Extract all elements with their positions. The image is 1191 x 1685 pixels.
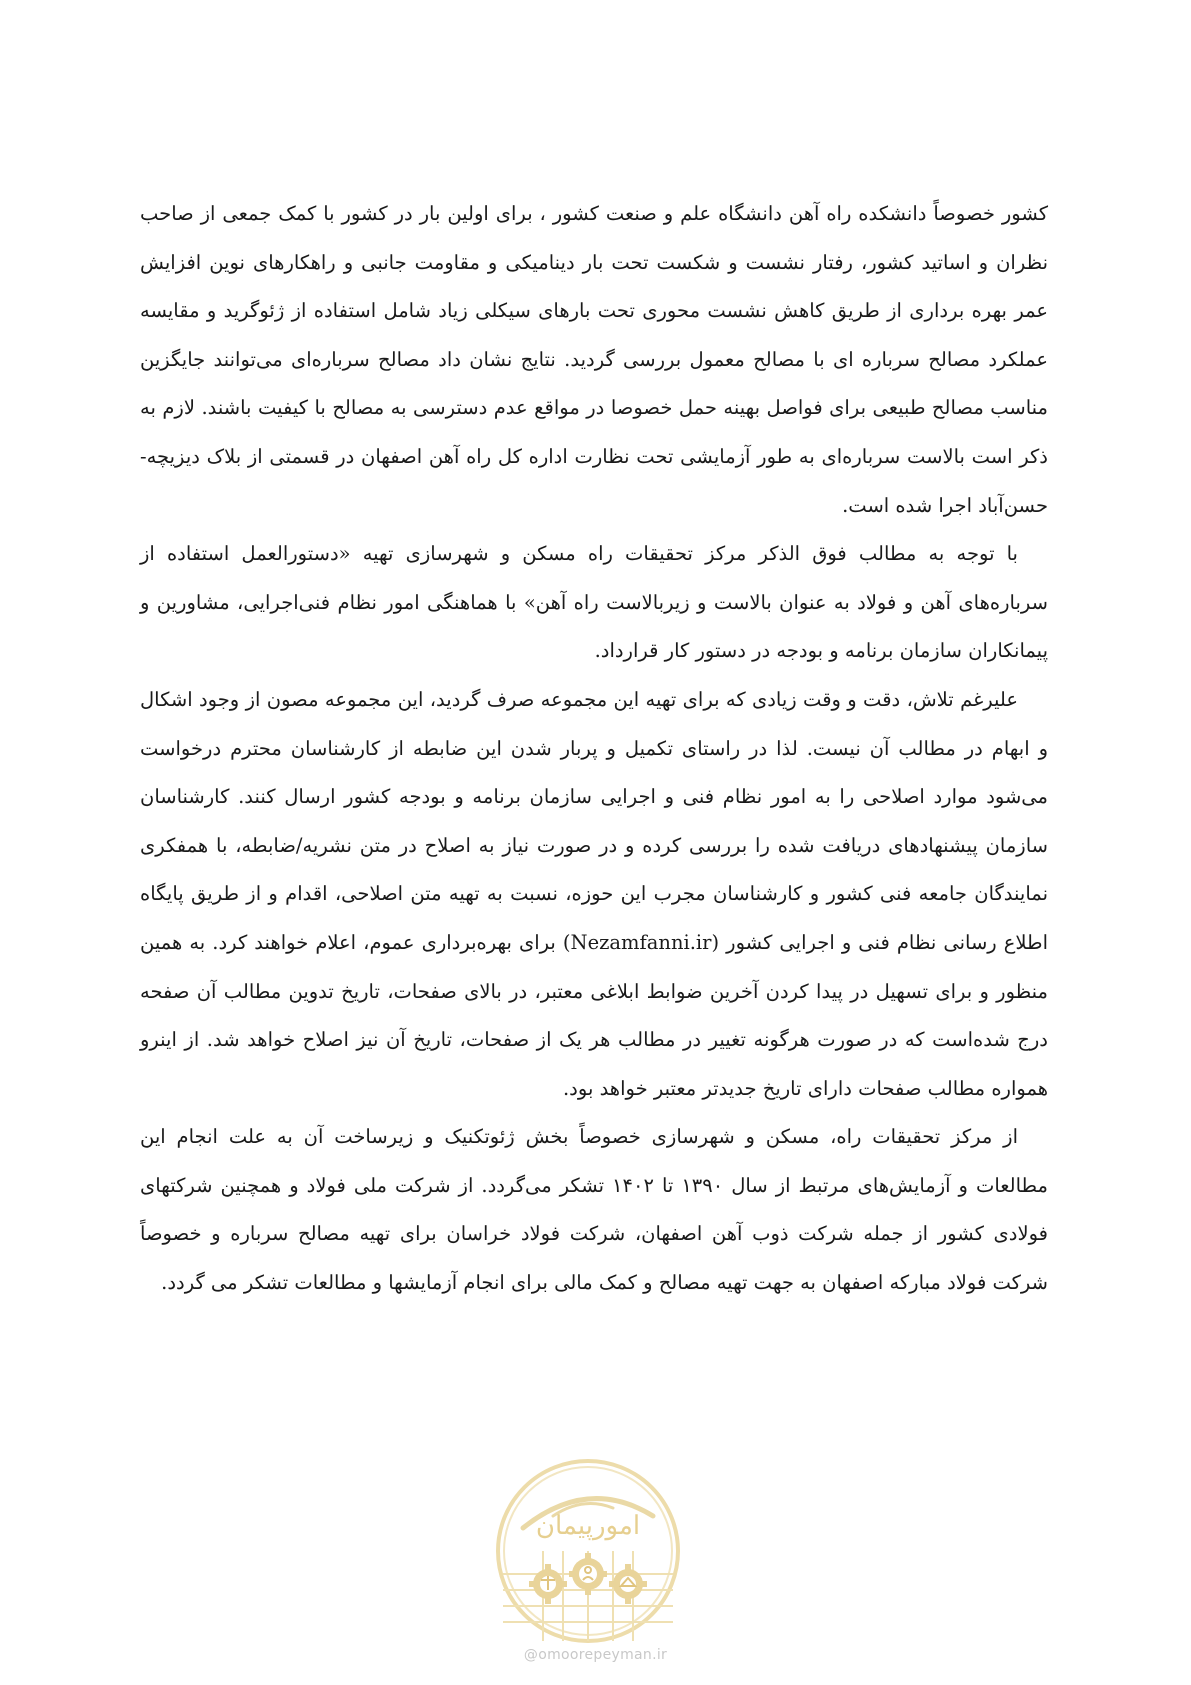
paragraph-feedback-request: علیرغم تلاش، دقت و وقت زیادی که برای تهیه این مجموعه صرف گردید، این مجموعه مصون از وجود اشکال و ابهام در مطالب آن نیست. لذا در راستای تکمیل و پربار شدن این ضابطه از کارشناسان محترم درخواست می‌شود موارد اصلاحی را به امور نظام فنی و اجرایی سازمان برنامه و بودجه کشور ارسال کنند. کارشناسان سازمان پیشنهادهای دریافت شده را بررسی کرده و در صورت نیاز به اصلاح در متن نشریه/ضابطه، با همفکری نمایندگان جامعه فنی کشور و کارشناسان مجرب این حوزه، نسبت به تهیه متن اصلاحی، اقدام و از طریق پایگاه اطلاع رسانی نظام فنی و اجرایی کشور (Nezamfanni.ir) برای بهره‌برداری عموم، اعلام خواهند کرد. به همین منظور و برای تسهیل در پیدا کردن آخرین ضوابط ابلاغی معتبر، در بالای صفحات، تاریخ تدوین مطالب آن صفحه درج شده‌است که در صورت هرگونه تغییر در مطالب هر یک از صفحات، تاریخ آن نیز اصلاح خواهد شد. از اینرو همواره مطالب صفحات دارای تاریخ جدیدتر معتبر خواهد بود. xyxy=(140,687,1048,1100)
paragraph-guideline-preparation: با توجه به مطالب فوق الذکر مرکز تحقیقات راه مسکن و شهرسازی تهیه «دستورالعمل استفاده از سربارەهای آهن و فولاد به عنوان بالاست و زیربالاست راه آهن» با هماهنگی امور نظام فنی‌اجرایی، مشاورین و پیمانکاران سازمان برنامه و بودجه در دستور کار قرارداد. xyxy=(140,542,1048,663)
svg-text:امورپیمان: امورپیمان xyxy=(535,1511,641,1541)
paragraph-introduction: کشور خصوصاً دانشکده راه آهن دانشگاه علم و صنعت کشور ، برای اولین بار در کشور با کمک جمعی از صاحب نظران و اساتید کشور، رفتار نشست و شکست تحت بار دینامیکی و مقاومت جانبی و راهکارهای نوین افزایش عمر بهره برداری از طریق کاهش نشست محوری تحت بارهای سیکلی زیاد شامل استفاده از ژئوگرید و مقایسه عملکرد مصالح سرباره ای با مصالح معمول بررسی گردید. نتایج نشان داد مصالح سربارەای می‌توانند جایگزین مناسب مصالح طبیعی برای فواصل بهینه حمل خصوصا در مواقع عدم دسترسی به مصالح با کیفیت باشند. لازم به ذکر است بالاست سربارەای به طور آزمایشی تحت نظارت اداره کل راه آهن اصفهان در قسمتی از بلاک دیزیچه-حسن‌آباد اجرا شده است. xyxy=(140,202,1048,517)
watermark-url: @omoorepeyman.ir xyxy=(523,1647,668,1663)
paragraph-acknowledgements: از مرکز تحقیقات راه، مسکن و شهرسازی خصوصاً بخش ژئوتکنیک و زیرساخت آن به علت انجام این مطالعات و آزمایش‌های مرتبط از سال ۱۳۹۰ تا ۱۴۰۲ تشکر می‌گردد. از شرکت ملی فولاد و همچنین شرکتهای فولادی کشور از جمله شرکت ذوب آهن اصفهان، شرکت فولاد خراسان برای تهیه مصالح سرباره و خصوصاً شرکت فولاد مبارکه اصفهان به جهت تهیه مصالح و کمک مالی برای انجام آزمایشها و مطالعات تشکر می گردد. xyxy=(140,1125,1049,1295)
document-body xyxy=(140,190,1048,1308)
omoore-peyman-logo-icon xyxy=(493,1456,683,1646)
